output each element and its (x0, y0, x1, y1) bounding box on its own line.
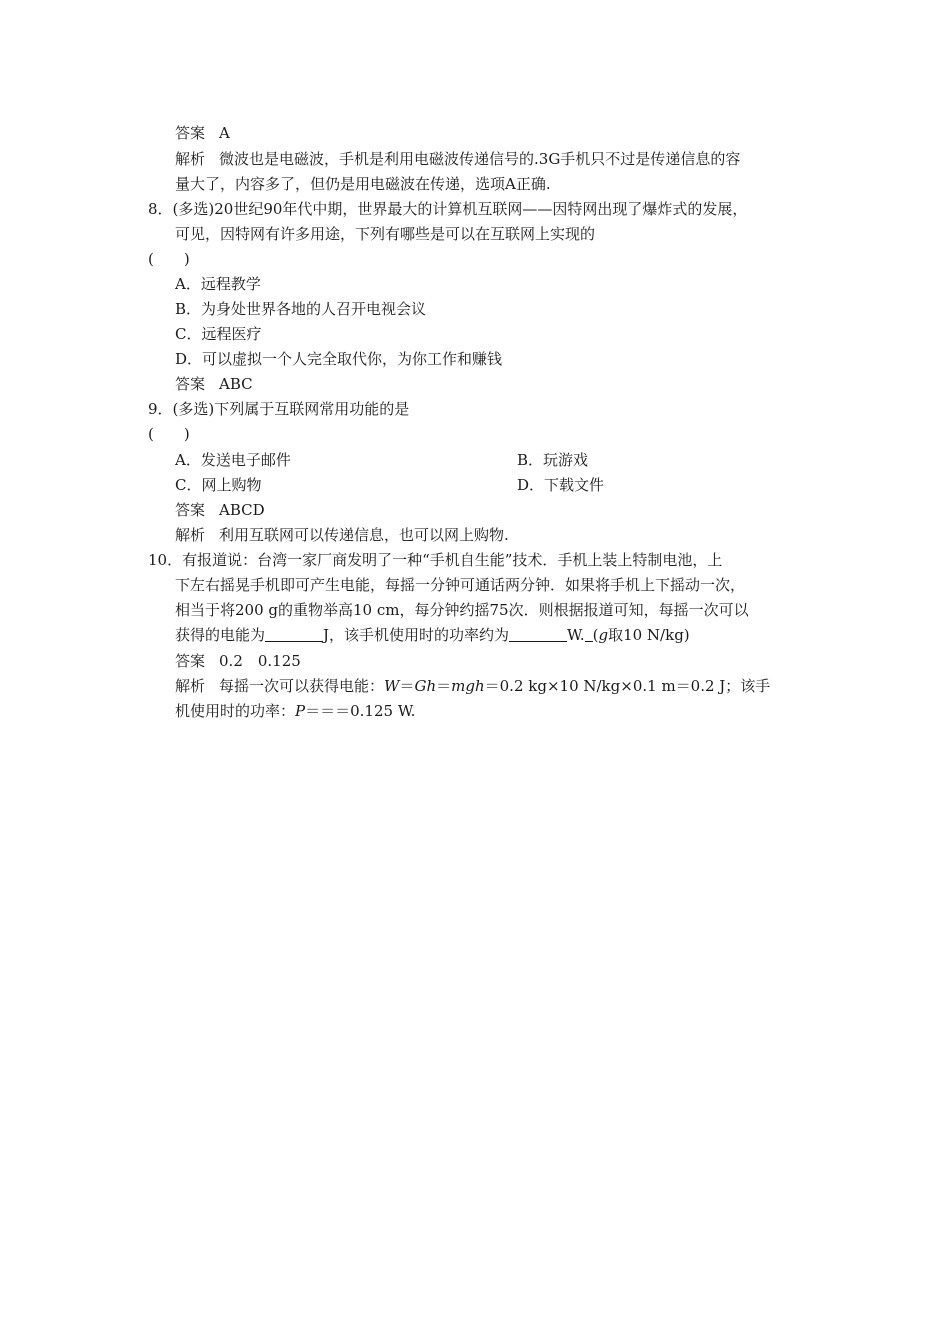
q8-option-d: D．可以虚拟一个人完全取代你，为你工作和赚钱 (175, 350, 503, 368)
question-text: 有报道说：台湾一家厂商发明了一种“手机自生能”技术．手机上装上特制电池，上 (182, 551, 723, 569)
q10-stem-cont-1: 下左右摇晃手机即可产生电能，每摇一分钟可通话两分钟．如果将手机上下摇动一次， (175, 576, 746, 594)
stem-text: W. (567, 626, 585, 644)
q10-stem-cont-2: 相当于将200 g的重物举高10 cm，每分钟约摇75次．则根据报道可知，每摇一次可以 (175, 601, 749, 619)
analysis-text: ＝＝＝0.125 W. (305, 702, 416, 720)
answer-label: 答案 (175, 652, 206, 670)
q10-analysis-cont (175, 701, 415, 721)
answer-value: ABC (219, 375, 253, 393)
fill-blank-energy (265, 627, 323, 642)
question-number: 10． (148, 551, 183, 569)
stem-text: J，该手机使用时的功率约为 (323, 626, 510, 644)
analysis-label: 解析 (175, 526, 206, 544)
q9-stem (148, 399, 409, 419)
q7-analysis-cont: 量大了，内容多了，但仍是用电磁波在传递，选项A正确. (175, 175, 551, 193)
analysis-text: 每摇一次可以获得电能： (219, 677, 385, 695)
answer-value: A (219, 124, 230, 142)
question-text: (多选)20世纪90年代中期，世界最大的计算机互联网——因特网出现了爆炸式的发展， (172, 200, 748, 218)
symbol-mgh: mgh (451, 677, 485, 695)
q9-option-a: A．发送电子邮件 (175, 451, 291, 469)
answer-value: 0.2 0.125 (219, 652, 301, 670)
question-text: (多选)下列属于互联网常用功能的是 (172, 400, 410, 418)
q9-option-b: B．玩游戏 (517, 451, 589, 469)
fill-blank-mark (585, 627, 593, 642)
q8-answer (175, 374, 253, 394)
q10-answer (175, 651, 301, 671)
analysis-label: 解析 (175, 677, 206, 695)
symbol-p: P (295, 702, 306, 720)
question-number: 8． (148, 200, 173, 218)
q7-analysis (175, 149, 740, 169)
q9-bracket: ( ) (148, 425, 190, 443)
analysis-label: 解析 (175, 150, 206, 168)
q8-option-c: C．远程医疗 (175, 325, 262, 343)
symbol-gh: Gh (414, 677, 437, 695)
q7-answer (175, 123, 230, 143)
analysis-text: ＝ (399, 677, 415, 695)
analysis-text: 利用互联网可以传递信息，也可以网上购物. (219, 526, 509, 544)
q9-option-c: C．网上购物 (175, 476, 262, 494)
q10-analysis (175, 676, 770, 696)
symbol-g: g (598, 626, 609, 644)
stem-text: 取10 N/kg) (608, 626, 690, 644)
q8-stem (148, 199, 747, 219)
answer-label: 答案 (175, 501, 206, 519)
q8-bracket: ( ) (148, 250, 190, 268)
q8-option-a: A．远程教学 (175, 275, 261, 293)
q9-answer (175, 500, 265, 520)
stem-text: ( (592, 626, 599, 644)
q10-stem-cont-3 (175, 625, 690, 645)
q10-stem (148, 550, 722, 570)
analysis-text: ＝ (436, 677, 452, 695)
symbol-w: W (384, 677, 400, 695)
answer-label: 答案 (175, 375, 206, 393)
question-number: 9． (148, 400, 173, 418)
analysis-text: 微波也是电磁波，手机是利用电磁波传递信号的.3G手机只不过是传递信息的容 (219, 150, 741, 168)
analysis-text: 机使用时的功率： (175, 702, 296, 720)
stem-text: 获得的电能为 (175, 626, 266, 644)
q8-stem-cont: 可见，因特网有许多用途，下列有哪些是可以在互联网上实现的 (175, 225, 596, 243)
answer-label: 答案 (175, 124, 206, 142)
answer-value: ABCD (219, 501, 265, 519)
q9-analysis (175, 525, 509, 545)
analysis-text: ＝0.2 kg×10 N/kg×0.1 m＝0.2 J；该手 (484, 677, 771, 695)
q9-option-d: D．下载文件 (517, 476, 605, 494)
fill-blank-power (509, 627, 567, 642)
q8-option-b: B．为身处世界各地的人召开电视会议 (175, 300, 427, 318)
